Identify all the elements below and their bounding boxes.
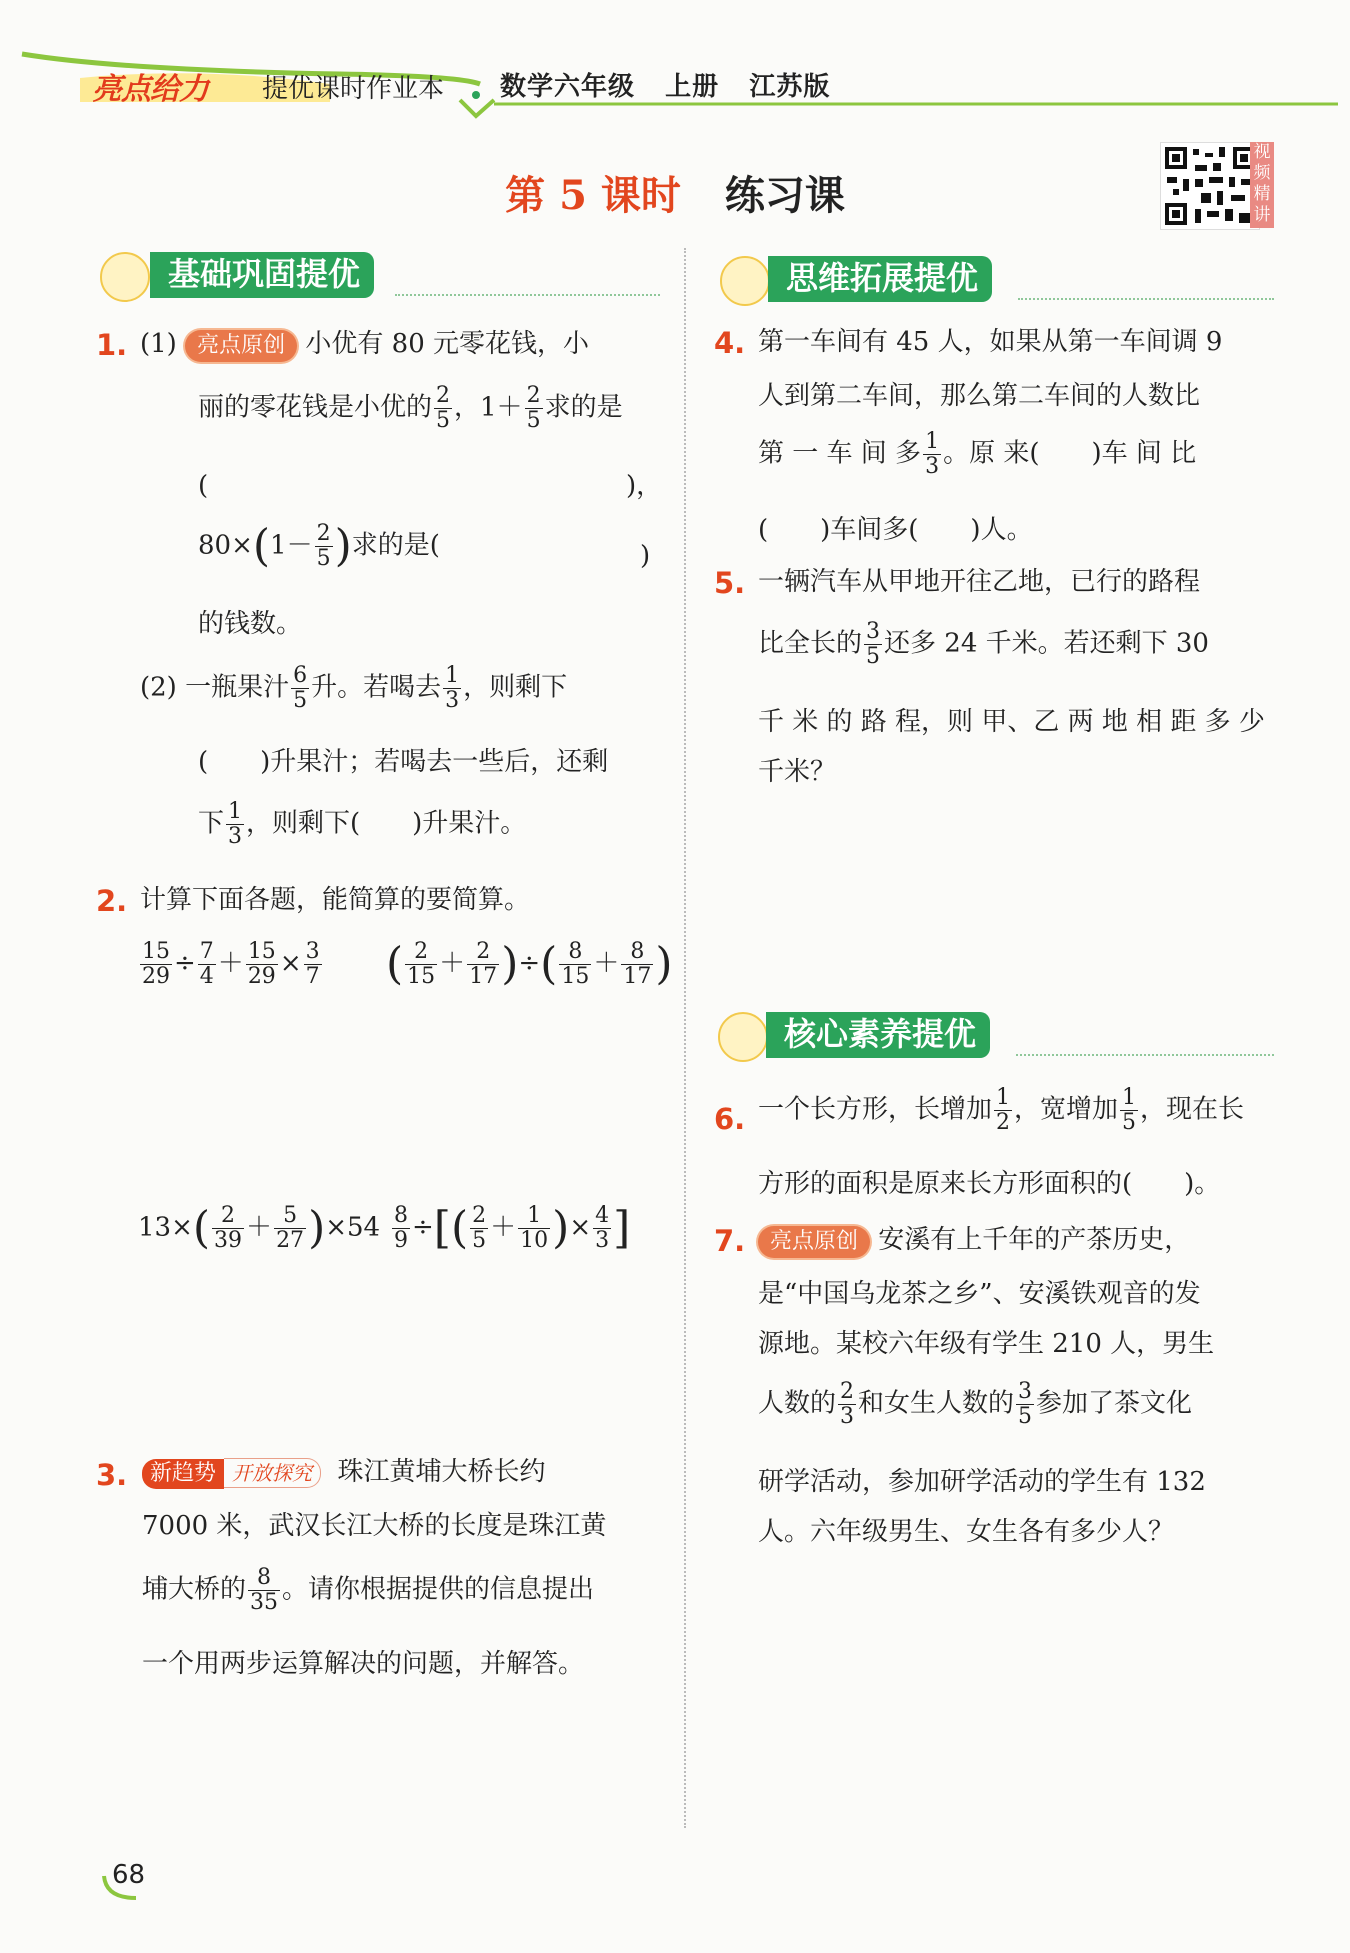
fraction	[274, 1204, 306, 1253]
numerator: 2	[467, 940, 499, 965]
text: 求的是(	[351, 530, 440, 561]
badge-original: 亮点原创	[758, 1226, 870, 1258]
question-number: 3.	[96, 1458, 128, 1492]
q4-line2: 人到第二车间，那么第二车间的人数比	[758, 381, 1201, 411]
video-label	[1250, 142, 1274, 228]
q1-part1-line4: 80×(1－ $\frac{2}{5}$ )求的是(	[198, 520, 440, 572]
numerator: 3	[305, 939, 320, 964]
numerator: 3	[1018, 1379, 1033, 1404]
video-label-char: 视	[1253, 142, 1271, 162]
fraction	[443, 664, 461, 713]
part-tag: (2)	[140, 672, 177, 703]
denominator: 3	[445, 688, 460, 713]
video-label-char: 讲	[1253, 205, 1271, 225]
denominator: 17	[469, 964, 498, 989]
text: 珠江黄埔大桥长约	[337, 1457, 546, 1487]
section-divider	[1016, 1054, 1274, 1056]
operator: ×	[569, 1212, 592, 1243]
q1-answer-close: )	[640, 541, 651, 571]
numerator: 8	[621, 940, 653, 965]
denominator: 5	[316, 546, 331, 571]
q1-answer-close: )，	[626, 471, 663, 501]
denominator: 39	[214, 1228, 243, 1253]
question-number: 5.	[714, 566, 746, 600]
numerator: 8	[559, 940, 591, 965]
numerator: 2	[526, 383, 541, 408]
operator: ×	[279, 948, 302, 979]
text: 埔大桥的	[142, 1574, 247, 1605]
fraction	[315, 522, 333, 571]
numerator: 7	[199, 939, 214, 964]
denominator: 9	[394, 1228, 408, 1253]
numerator: 5	[274, 1204, 306, 1229]
q2-expr-3: 13×( $\frac{2}{39}$ ＋ $\frac{5}{27}$ )×54	[138, 1202, 381, 1254]
operator: ÷	[518, 948, 541, 979]
text: ，宽增加	[1014, 1094, 1119, 1125]
fraction	[994, 1086, 1012, 1135]
denominator: 5	[526, 408, 541, 433]
page-title	[0, 164, 1350, 221]
q3-line2: 7000 米，武汉长江大桥的长度是珠江黄	[142, 1511, 607, 1541]
q1-answer-open: (	[198, 471, 209, 501]
section-basic: 基础巩固提优	[150, 252, 374, 298]
trophy-icon	[718, 1012, 768, 1062]
operator: ＋	[593, 948, 620, 979]
fraction	[525, 384, 543, 433]
q7-line3: 源地。某校六年级有学生 210 人，男生	[758, 1329, 1215, 1359]
q3-line1	[142, 1456, 546, 1489]
q2-expr-1	[138, 940, 324, 989]
section-divider	[395, 294, 660, 296]
q4-line4: ( )车间多( )人。	[758, 515, 1033, 545]
q5-line1: 一辆汽车从甲地开往乙地，已行的路程	[758, 567, 1201, 597]
denominator: 5	[436, 408, 451, 433]
q7-line4	[758, 1380, 1192, 1429]
denominator: 5	[1018, 1404, 1033, 1429]
video-label-char: 精	[1253, 184, 1271, 204]
book-edition: 江苏版	[749, 72, 831, 102]
numerator: 8	[394, 1203, 408, 1228]
fraction	[467, 940, 499, 989]
numerator: 1	[228, 799, 243, 824]
text: 人数的	[758, 1388, 837, 1419]
denominator: 17	[623, 964, 652, 989]
fraction	[405, 940, 437, 989]
fraction	[1016, 1380, 1034, 1429]
q2-expr-4: $\frac{8}{9}$ ÷[( $\frac{2}{5}$ ＋ $\frac{1}{10}$ )× $\frac{4}{3}$ ]	[394, 1202, 631, 1254]
numerator: 2	[316, 521, 331, 546]
operator: ＋	[439, 948, 466, 979]
text: ，则剩下	[463, 672, 568, 703]
text: ，则剩下( )升果汁。	[246, 808, 527, 839]
denominator: 15	[561, 964, 590, 989]
numerator: 1	[445, 663, 460, 688]
book-info	[500, 66, 830, 103]
denominator: 5	[1122, 1110, 1137, 1135]
denominator: 15	[407, 964, 436, 989]
fraction	[593, 1204, 611, 1253]
fraction	[434, 384, 452, 433]
text: 下	[198, 808, 225, 839]
text: 一瓶果汁	[185, 672, 290, 703]
text: 1－	[270, 530, 313, 561]
book-grade: 数学六年级	[500, 72, 636, 102]
numerator: 4	[595, 1203, 610, 1228]
denominator: 5	[472, 1228, 487, 1253]
q7-line5: 研学活动，参加研学活动的学生有 132	[758, 1467, 1206, 1497]
part-tag: (1)	[140, 329, 177, 359]
numerator: 2	[405, 940, 437, 965]
operator: ＋	[490, 1212, 517, 1243]
denominator: 3	[840, 1404, 855, 1429]
q3-line3	[142, 1566, 594, 1615]
q1-part1-line2	[198, 384, 623, 433]
numerator: 2	[472, 1203, 487, 1228]
lesson-name: 练习课	[724, 172, 845, 219]
badge-explore: 开放探究	[224, 1458, 321, 1488]
video-label-char: 频	[1253, 163, 1271, 183]
text: 小优有 80 元零花钱，小	[305, 329, 590, 359]
numerator: 6	[293, 663, 308, 688]
numerator: 1	[996, 1085, 1011, 1110]
text: 参加了茶文化	[1036, 1388, 1193, 1419]
fraction	[140, 940, 172, 989]
fraction	[621, 940, 653, 989]
q4-line3	[758, 430, 1196, 479]
denominator: 3	[595, 1228, 610, 1253]
question-number: 4.	[714, 326, 746, 360]
denominator: 2	[996, 1110, 1011, 1135]
section-core: 核心素养提优	[766, 1012, 990, 1058]
q1-part1-line1	[140, 328, 589, 362]
text: ×54	[325, 1212, 381, 1243]
text: 13×	[138, 1212, 193, 1243]
fraction	[198, 940, 216, 989]
text: 比全长的	[758, 628, 863, 659]
section-divider	[1018, 298, 1274, 300]
q7-line2: 是“中国乌龙茶之乡”、安溪铁观音的发	[758, 1279, 1201, 1309]
denominator: 3	[925, 454, 940, 479]
series-logo: 亮点给力	[92, 72, 208, 107]
sprout-icon	[720, 256, 770, 306]
lesson-number: 第 5 课时	[505, 172, 681, 219]
q3-line4: 一个用两步运算解决的问题，并解答。	[142, 1649, 585, 1679]
denominator: 29	[247, 964, 276, 989]
text: 升。若喝去	[311, 672, 442, 703]
text: 丽的零花钱是小优的	[198, 392, 433, 423]
question-number: 2.	[96, 884, 128, 918]
numerator: 8	[248, 1566, 280, 1591]
operator: ＋	[217, 948, 244, 979]
fraction	[923, 430, 941, 479]
q1-part2-line1	[140, 664, 567, 713]
denominator: 27	[276, 1228, 305, 1253]
text: 第 一 车 间 多	[758, 438, 922, 469]
text: 和女生人数的	[858, 1388, 1015, 1419]
fraction	[212, 1204, 244, 1253]
fraction	[291, 664, 309, 713]
q5-line4: 千米？	[758, 757, 837, 787]
gear-icon	[100, 252, 150, 302]
denominator: 3	[228, 824, 243, 849]
book-volume: 上册	[665, 72, 720, 102]
operator: ÷	[412, 1212, 434, 1243]
numerator: 3	[866, 619, 881, 644]
denominator: 5	[293, 688, 308, 713]
q2-text: 计算下面各题，能简算的要简算。	[140, 885, 531, 915]
text: 。原 来( )车 间 比	[943, 438, 1197, 469]
q4-line1: 第一车间有 45 人，如果从第一车间调 9	[758, 327, 1223, 357]
qr-code[interactable]	[1160, 142, 1260, 230]
text: ，1＋	[454, 392, 523, 423]
question-number: 1.	[96, 328, 128, 362]
fraction	[248, 1566, 280, 1615]
fraction	[246, 940, 278, 989]
q5-line3: 千 米 的 路 程，则 甲、乙 两 地 相 距 多 少	[758, 707, 1265, 737]
badge-original: 亮点原创	[185, 330, 297, 362]
denominator: 5	[866, 644, 881, 669]
q6-line1	[758, 1086, 1244, 1135]
numerator: 2	[840, 1379, 855, 1404]
q1-part1-line5: 的钱数。	[198, 609, 303, 639]
q1-part2-line3	[198, 800, 526, 849]
numerator: 2	[436, 383, 451, 408]
numerator: 1	[518, 1204, 550, 1229]
text: 80×	[198, 530, 253, 561]
q1-part2-line2: ( )升果汁；若喝去一些后，还剩	[198, 747, 609, 777]
fraction	[559, 940, 591, 989]
denominator: 7	[305, 964, 320, 989]
page-number: 68	[112, 1860, 146, 1890]
numerator: 15	[142, 939, 170, 964]
fraction	[226, 800, 244, 849]
text: ，现在长	[1140, 1094, 1245, 1125]
fraction	[304, 940, 322, 989]
q2-expr-2: ( $\frac{2}{15}$ ＋ $\frac{2}{17}$ )÷( $\frac{8}{15}$ ＋ $\frac{8}{17}$ )	[386, 938, 673, 990]
q7-line1	[758, 1224, 1190, 1258]
numerator: 1	[925, 429, 940, 454]
q6-line2: 方形的面积是原来长方形面积的( )。	[758, 1169, 1221, 1199]
text: 。请你根据提供的信息提出	[282, 1574, 595, 1605]
fraction	[1120, 1086, 1138, 1135]
numerator: 15	[247, 939, 276, 964]
section-thinking: 思维拓展提优	[768, 256, 992, 302]
operator: ÷	[174, 948, 196, 979]
text: 求的是	[544, 392, 623, 423]
question-number: 7.	[714, 1224, 746, 1258]
q5-line2	[758, 620, 1209, 669]
fraction	[864, 620, 882, 669]
badge-trend: 新趋势	[142, 1459, 224, 1489]
q7-line6: 人。六年级男生、女生各有多少人？	[758, 1517, 1175, 1547]
text: 还多 24 千米。若还剩下 30	[884, 628, 1209, 659]
fraction	[470, 1204, 488, 1253]
denominator: 35	[250, 1590, 279, 1615]
text: 安溪有上千年的产茶历史，	[878, 1225, 1191, 1255]
fraction	[838, 1380, 856, 1429]
fraction	[392, 1204, 410, 1253]
denominator: 10	[520, 1228, 549, 1253]
numerator: 2	[212, 1204, 244, 1229]
operator: ＋	[246, 1212, 273, 1243]
series-name: 提优课时作业本	[262, 74, 445, 104]
denominator: 4	[199, 964, 214, 989]
text: 一个长方形，长增加	[758, 1094, 993, 1125]
numerator: 1	[1122, 1085, 1137, 1110]
fraction	[518, 1204, 550, 1253]
denominator: 29	[142, 964, 170, 989]
question-number: 6.	[714, 1102, 746, 1136]
column-divider	[684, 248, 686, 1828]
